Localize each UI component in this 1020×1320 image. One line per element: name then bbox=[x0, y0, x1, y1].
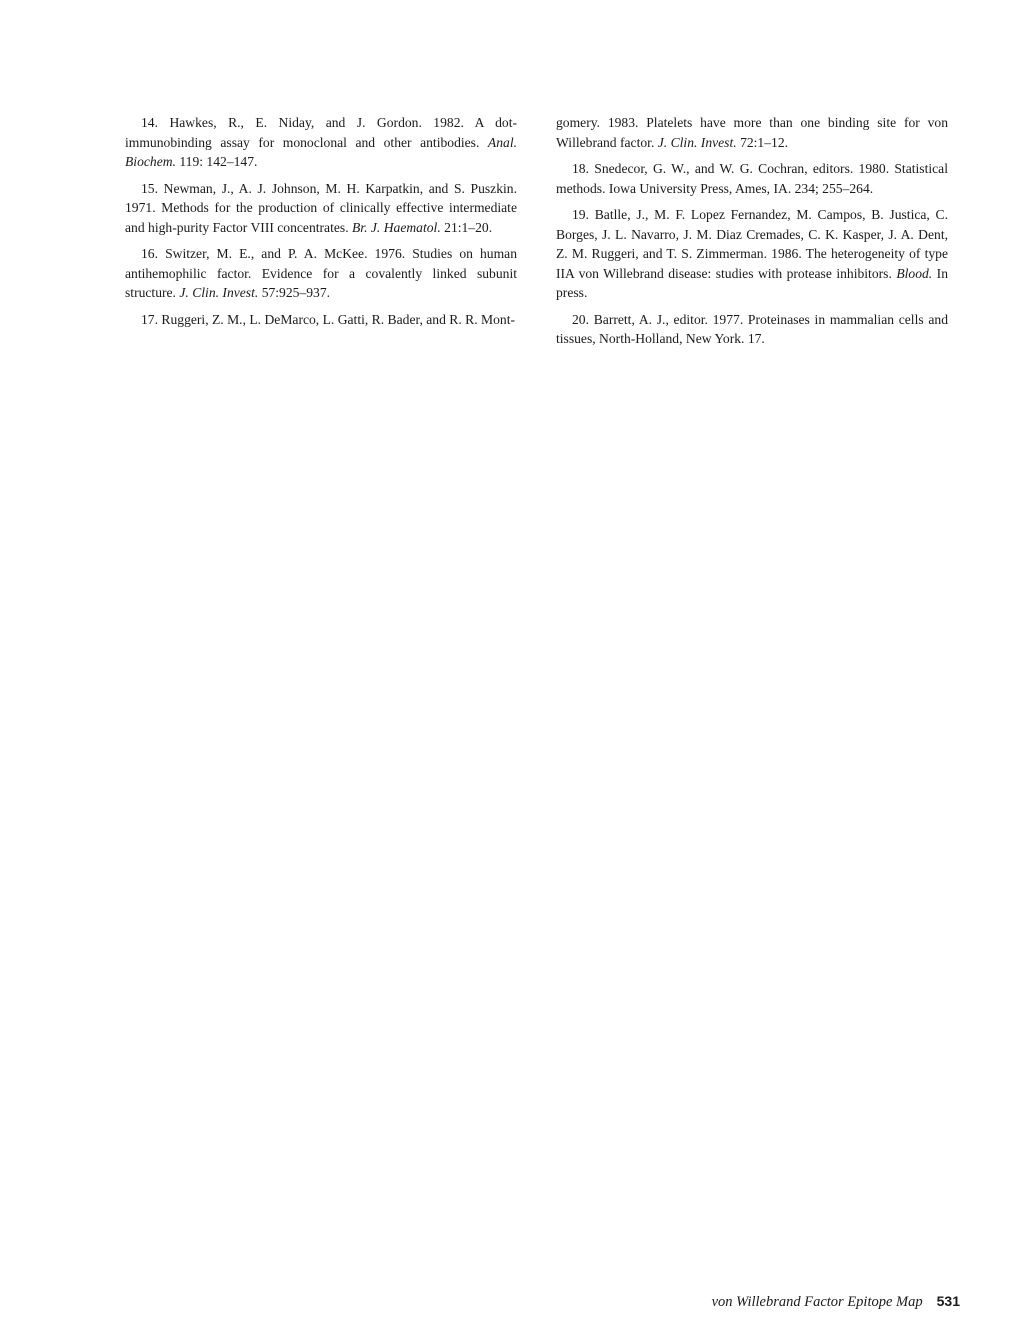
reference-16 bbox=[125, 244, 517, 303]
reference-text: Barrett, A. J., editor. 1977. Proteinases in mammalian cells and tissues, North-Holland, New York. 17. bbox=[556, 311, 948, 346]
reference-19 bbox=[556, 205, 948, 303]
reference-text: Snedecor, G. W., and W. G. Cochran, editors. 1980. Statistical methods. Iowa University Press, Ames, IA. 234; 255–264. bbox=[556, 161, 948, 196]
reference-journal: Br. J. Haematol. bbox=[352, 219, 441, 235]
reference-citation: 21:1–20. bbox=[444, 219, 493, 235]
reference-journal: J. Clin. Invest. bbox=[657, 134, 737, 150]
reference-text: Newman, J., A. J. Johnson, M. H. Karpatkin, and S. Puszkin. 1971. Methods for the production of clinically effective intermediate and high-purity Factor VIII concentrates. bbox=[125, 180, 517, 235]
reference-journal: Blood. bbox=[896, 265, 933, 281]
reference-citation: In press. bbox=[556, 265, 948, 300]
reference-number: 15. bbox=[141, 180, 158, 196]
reference-journal: J. Clin. Invest. bbox=[179, 285, 259, 300]
reference-journal: Anal. Biochem. bbox=[125, 134, 517, 169]
reference-number: 20. bbox=[572, 311, 589, 327]
reference-number: 16. bbox=[141, 246, 158, 261]
reference-number: 17. bbox=[141, 311, 158, 327]
reference-text: gomery. 1983. Platelets have more than one binding site for von Willebrand factor. bbox=[556, 115, 948, 150]
reference-text: Hawkes, R., E. Niday, and J. Gordon. 1982. A dot-immunobinding assay for monoclonal and other antibodies. bbox=[125, 115, 517, 150]
reference-citation: 72:1–12. bbox=[740, 134, 789, 150]
reference-column-left bbox=[125, 113, 517, 336]
reference-number: 14. bbox=[141, 115, 158, 130]
reference-number: 18. bbox=[572, 161, 589, 176]
reference-text: Ruggeri, Z. M., L. DeMarco, L. Gatti, R. Bader, and R. R. Mont- bbox=[161, 311, 515, 327]
reference-15 bbox=[125, 179, 517, 238]
reference-text: Switzer, M. E., and P. A. McKee. 1976. Studies on human antihemophilic factor. Evidence for a covalently linked subunit structure. bbox=[125, 246, 518, 300]
reference-17-continued bbox=[556, 113, 948, 152]
reference-citation: 57:925–937. bbox=[261, 285, 331, 300]
reference-citation: 119: 142–147. bbox=[179, 154, 258, 169]
reference-number: 19. bbox=[572, 207, 589, 222]
reference-18 bbox=[556, 159, 948, 198]
reference-column-right bbox=[556, 113, 948, 356]
reference-17 bbox=[125, 310, 517, 330]
reference-20 bbox=[556, 310, 948, 349]
running-title: von Willebrand Factor Epitope Map bbox=[711, 1294, 923, 1310]
reference-14 bbox=[125, 113, 517, 172]
page-number: 531 bbox=[936, 1293, 960, 1309]
reference-text: Batlle, J., M. F. Lopez Fernandez, M. Campos, B. Justica, C. Borges, J. L. Navarro, J. M. Diaz Cremades, C. K. Kasper, J. A. Dent, Z. M. Ruggeri, and T. S. Zimmerman. 1986. The heterogeneity of type IIA von Willebrand disease: studies with protease inhibitors. bbox=[556, 207, 948, 281]
page-footer bbox=[690, 1293, 960, 1315]
